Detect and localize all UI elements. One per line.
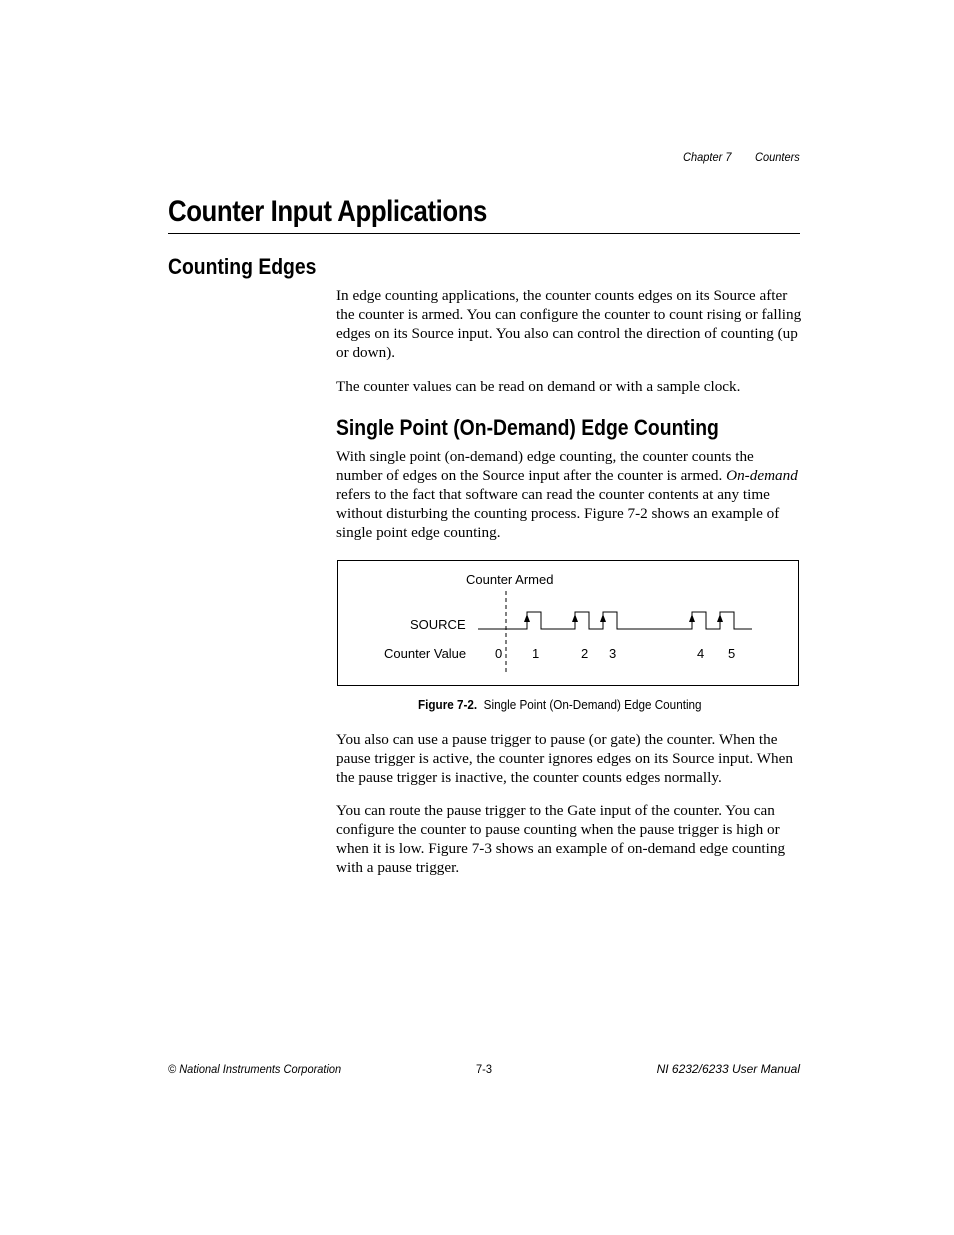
page-title: Counter Input Applications xyxy=(168,195,487,228)
counter-value-5: 5 xyxy=(728,646,736,661)
title-rule xyxy=(168,233,800,234)
paragraph-gate-routing: You can route the pause trigger to the Gate input of the counter. You can configure the counter to pause counting when the pause trigger is high or when it is low. Figure 7-3 shows an example of on-demand edge counting with a pause trigger. xyxy=(336,802,786,876)
counter-value-label: Counter Value xyxy=(384,646,467,661)
edge-arrow-4 xyxy=(689,614,695,622)
paragraph-pause-trigger: You also can use a pause trigger to pause (or gate) the counter. When the pause trigger is active, the counter ignores edges on its Source input. When the pause trigger is inactive, the counter counts edges normally. xyxy=(336,731,793,786)
footer-page-number: 7-3 xyxy=(476,1062,492,1076)
counter-value-2: 2 xyxy=(581,646,589,661)
counter-value-1: 1 xyxy=(532,646,540,661)
counter-armed-label: Counter Armed xyxy=(466,572,554,587)
counter-value-3: 3 xyxy=(609,646,617,661)
figure-caption-text: Single Point (On-Demand) Edge Counting xyxy=(483,697,702,712)
header-section: Counters xyxy=(755,150,800,164)
edge-arrow-2 xyxy=(572,614,578,622)
counter-value-0: 0 xyxy=(495,646,503,661)
p3-emphasis: On-demand xyxy=(726,467,798,484)
header-chapter: Chapter 7 xyxy=(683,150,732,164)
source-signal xyxy=(478,612,752,629)
paragraph-read-values: The counter values can be read on demand or with a sample clock. xyxy=(336,378,741,395)
edge-arrow-1 xyxy=(524,614,530,622)
source-label: SOURCE xyxy=(410,617,466,632)
p3-text-start: With single point (on-demand) edge counting, the counter counts the number of edges on the Source input after the counter is armed. xyxy=(336,448,754,484)
edge-arrow-3 xyxy=(600,614,606,622)
footer-manual-title: NI 6232/6233 User Manual xyxy=(656,1062,800,1076)
paragraph-single-point xyxy=(336,447,802,542)
p3-text-end: refers to the fact that software can read the counter contents at any time without disturbing the counting process. Figure 7-2 shows an example of single point edge counting. xyxy=(336,486,780,541)
edge-arrow-5 xyxy=(717,614,723,622)
figure-caption-label: Figure 7-2. xyxy=(418,697,478,712)
footer-copyright: © National Instruments Corporation xyxy=(168,1062,342,1076)
timing-diagram xyxy=(337,560,799,686)
source-waveform xyxy=(337,560,799,686)
section-heading: Counting Edges xyxy=(168,254,317,279)
counter-value-4: 4 xyxy=(697,646,705,661)
figure-caption xyxy=(418,697,702,712)
paragraph-edge-counting: In edge counting applications, the counter counts edges on its Source after the counter is armed. You can configure the counter to count rising or falling edges on its Source input. You also can control the direction of counting (up or down). xyxy=(336,287,802,361)
subsection-heading: Single Point (On-Demand) Edge Counting xyxy=(336,415,719,440)
